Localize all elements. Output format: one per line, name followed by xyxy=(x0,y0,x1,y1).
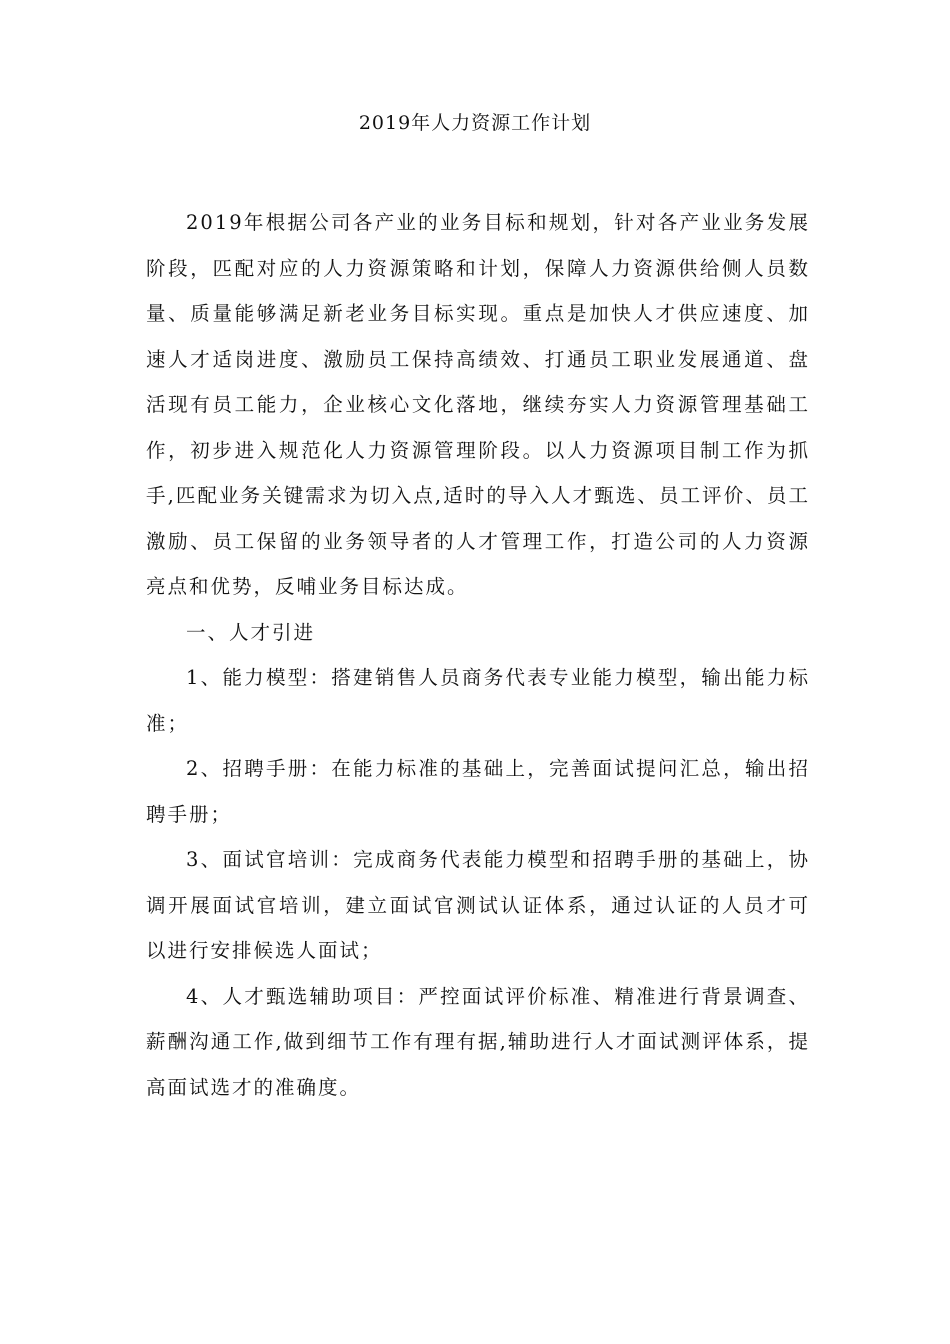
item-talent-selection: 4、人才甄选辅助项目：严控面试评价标准、精准进行背景调查、薪酬沟通工作,做到细节工作有理有据,辅助进行人才面试测评体系，提高面试选才的准确度。 xyxy=(146,984,810,1099)
item-competency-model: 1、能力模型：搭建销售人员商务代表专业能力模型，输出能力标准； xyxy=(146,666,810,735)
document-body xyxy=(146,200,810,1110)
intro-paragraph: 2019年根据公司各产业的业务目标和规划，针对各产业业务发展阶段，匹配对应的人力资源策略和计划，保障人力资源供给侧人员数量、质量能够满足新老业务目标实现。重点是加快人才供应速度、加速人才适岗进度、激励员工保持高绩效、打通员工职业发展通道、盘活现有员工能力，企业核心文化落地，继续夯实人力资源管理基础工作，初步进入规范化人力资源管理阶段。以人力资源项目制工作为抓手,匹配业务关键需求为切入点,适时的导入人才甄选、员工评价、员工激励、员工保留的业务领导者的人才管理工作，打造公司的人力资源亮点和优势，反哺业务目标达成。 xyxy=(146,211,810,598)
section-heading-talent-introduction: 一、人才引进 xyxy=(186,620,316,644)
item-interviewer-training: 3、面试官培训：完成商务代表能力模型和招聘手册的基础上，协调开展面试官培训，建立面试官测试认证体系，通过认证的人员才可以进行安排候选人面试； xyxy=(146,848,810,962)
document-title: 2019年人力资源工作计划 xyxy=(358,112,592,134)
item-recruitment-handbook: 2、招聘手册：在能力标准的基础上，完善面试提问汇总，输出招聘手册； xyxy=(146,757,810,826)
